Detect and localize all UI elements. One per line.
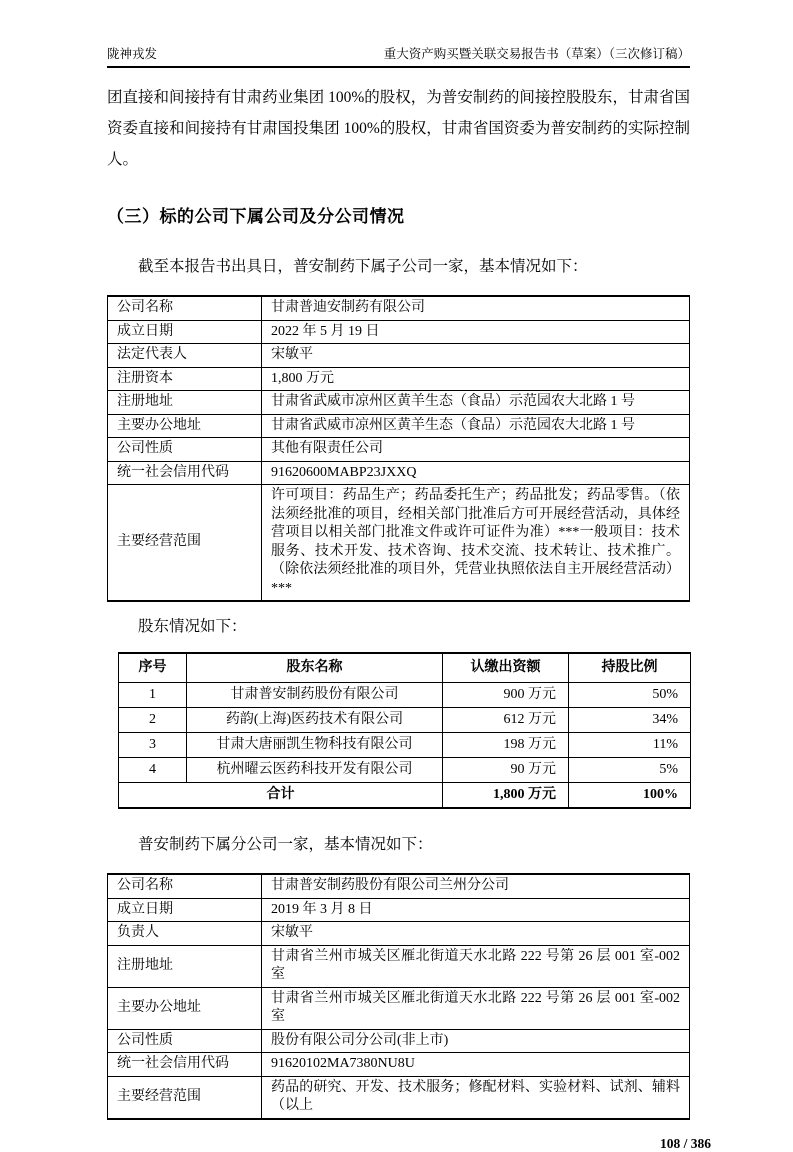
header-stock-name: 陇神戎发 <box>107 47 158 61</box>
shareholder-ratio: 11% <box>569 733 691 758</box>
table-row <box>108 438 690 462</box>
shareholder-amount: 90 万元 <box>443 758 569 783</box>
row-label: 主要经营范围 <box>108 485 262 602</box>
row-label: 成立日期 <box>108 898 262 922</box>
shareholder-no: 3 <box>119 733 187 758</box>
row-value: 许可项目：药品生产；药品委托生产；药品批发；药品零售。（依法须经批准的项目，经相关部门批准后方可开展经营活动，具体经营项目以相关部门批准文件或许可证件为准）***一般项目：技术服务、技术开发、技术咨询、技术交流、技术转让、技术推广。（除依法须经批准的项目外，凭营业执照依法自主开展经营活动）*** <box>262 485 690 602</box>
page-number: 108 / 386 <box>659 1135 711 1151</box>
row-label: 统一社会信用代码 <box>108 1053 262 1077</box>
row-label: 统一社会信用代码 <box>108 461 262 485</box>
shareholder-amount: 900 万元 <box>443 683 569 708</box>
table-row <box>108 320 690 344</box>
col-header-amount: 认缴出资额 <box>443 653 569 683</box>
row-label: 法定代表人 <box>108 344 262 368</box>
shareholder-row <box>119 758 691 783</box>
shareholder-row <box>119 708 691 733</box>
total-label: 合计 <box>119 783 443 809</box>
table-row <box>108 922 690 946</box>
row-value: 药品的研究、开发、技术服务；修配材料、实验材料、试剂、辅料（以上 <box>262 1076 690 1119</box>
row-label: 主要办公地址 <box>108 987 262 1029</box>
table-row <box>108 367 690 391</box>
shareholder-ratio: 5% <box>569 758 691 783</box>
subsidiary-info-table <box>107 295 690 602</box>
table-row <box>108 1053 690 1077</box>
row-value: 甘肃省兰州市城关区雁北街道天水北路 222 号第 26 层 001 室-002 室 <box>262 987 690 1029</box>
col-header-name: 股东名称 <box>187 653 443 683</box>
row-value: 甘肃省兰州市城关区雁北街道天水北路 222 号第 26 层 001 室-002 室 <box>262 945 690 987</box>
row-label: 负责人 <box>108 922 262 946</box>
table-row <box>108 1076 690 1119</box>
section-heading: （三）标的公司下属公司及分公司情况 <box>107 207 405 226</box>
row-value: 甘肃省武威市凉州区黄羊生态（食品）示范园农大北路 1 号 <box>262 414 690 438</box>
table-row <box>108 485 690 602</box>
intro-paragraph: 团直接和间接持有甘肃药业集团 100%的股权，为普安制药的间接控股股东，甘肃省国资委直接和间接持有甘肃国投集团 100%的股权，甘肃省国资委为普安制药的实际控制人。 <box>107 89 690 168</box>
header-report-title: 重大资产购买暨关联交易报告书（草案）（三次修订稿） <box>383 47 690 61</box>
row-label: 注册资本 <box>108 367 262 391</box>
row-value: 91620600MABP23JXXQ <box>262 461 690 485</box>
table-row <box>108 414 690 438</box>
shareholder-table-wrap <box>118 652 690 809</box>
shareholder-name: 杭州曜云医药科技开发有限公司 <box>187 758 443 783</box>
subsidiary-intro: 截至本报告书出具日，普安制药下属子公司一家，基本情况如下： <box>138 258 588 275</box>
row-label: 公司名称 <box>108 296 262 320</box>
table-row <box>108 898 690 922</box>
row-value: 甘肃普迪安制药有限公司 <box>262 296 690 320</box>
col-header-ratio: 持股比例 <box>569 653 691 683</box>
row-label: 公司性质 <box>108 438 262 462</box>
shareholder-no: 2 <box>119 708 187 733</box>
row-label: 公司性质 <box>108 1029 262 1053</box>
shareholder-ratio: 50% <box>569 683 691 708</box>
shareholder-name: 甘肃普安制药股份有限公司 <box>187 683 443 708</box>
row-value: 1,800 万元 <box>262 367 690 391</box>
table-row <box>108 945 690 987</box>
shareholder-name: 药韵(上海)医药技术有限公司 <box>187 708 443 733</box>
row-value: 其他有限责任公司 <box>262 438 690 462</box>
shareholders-intro: 股东情况如下： <box>138 618 247 635</box>
total-amount: 1,800 万元 <box>443 783 569 809</box>
shareholder-header-row <box>119 653 691 683</box>
row-value: 甘肃省武威市凉州区黄羊生态（食品）示范园农大北路 1 号 <box>262 391 690 415</box>
row-value: 2019 年 3 月 8 日 <box>262 898 690 922</box>
row-label: 成立日期 <box>108 320 262 344</box>
table-row <box>108 296 690 320</box>
branch-intro: 普安制药下属分公司一家，基本情况如下： <box>138 836 433 853</box>
table-row <box>108 1029 690 1053</box>
row-label: 注册地址 <box>108 945 262 987</box>
table-row <box>108 391 690 415</box>
shareholder-table <box>118 652 691 809</box>
total-ratio: 100% <box>569 783 691 809</box>
shareholder-no: 1 <box>119 683 187 708</box>
row-label: 主要经营范围 <box>108 1076 262 1119</box>
row-value: 宋敏平 <box>262 344 690 368</box>
row-value: 2022 年 5 月 19 日 <box>262 320 690 344</box>
table-row <box>108 344 690 368</box>
row-value: 甘肃普安制药股份有限公司兰州分公司 <box>262 874 690 898</box>
page-header <box>107 46 690 68</box>
table-row <box>108 874 690 898</box>
row-value: 宋敏平 <box>262 922 690 946</box>
shareholder-total-row <box>119 783 691 809</box>
row-label: 主要办公地址 <box>108 414 262 438</box>
shareholder-ratio: 34% <box>569 708 691 733</box>
shareholder-amount: 612 万元 <box>443 708 569 733</box>
shareholder-name: 甘肃大唐丽凯生物科技有限公司 <box>187 733 443 758</box>
col-header-no: 序号 <box>119 653 187 683</box>
row-label: 注册地址 <box>108 391 262 415</box>
table-row <box>108 987 690 1029</box>
row-value: 股份有限公司分公司(非上市) <box>262 1029 690 1053</box>
shareholder-row <box>119 733 691 758</box>
table-row <box>108 461 690 485</box>
row-value: 91620102MA7380NU8U <box>262 1053 690 1077</box>
branch-info-table <box>107 873 690 1120</box>
shareholder-row <box>119 683 691 708</box>
shareholder-no: 4 <box>119 758 187 783</box>
row-label: 公司名称 <box>108 874 262 898</box>
shareholder-amount: 198 万元 <box>443 733 569 758</box>
